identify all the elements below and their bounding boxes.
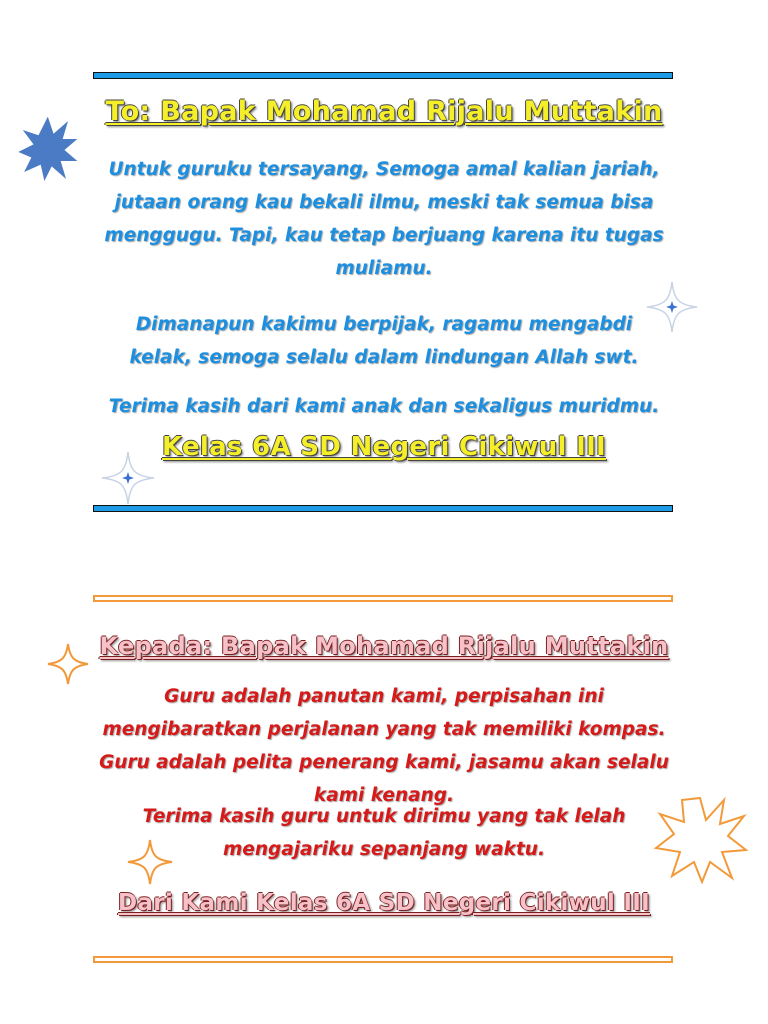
bottom-blue-divider [93, 505, 673, 512]
blue-card-paragraph-3: Terima kasih dari kami anak dan sekaligus muridmu. [108, 396, 660, 417]
blue-card-signature: Kelas 6A SD Negeri Cikiwul III [161, 432, 607, 462]
top-orange-divider [93, 595, 673, 602]
orange-card-signature: Dari Kami Kelas 6A SD Negeri Cikiwul III [118, 890, 650, 916]
blue-card-paragraph-2: Dimanapun kakimu berpijak, ragamu mengabdi kelak, semoga selalu dalam lindungan Allah swt. [129, 314, 639, 368]
sparkle-icon [645, 280, 699, 334]
blue-card-title: To: Bapak Mohamad Rijalu Muttakin [105, 96, 663, 127]
orange-card-title: Kepada: Bapak Mohamad Rijalu Muttakin [99, 632, 669, 660]
sparkle-icon [100, 450, 156, 506]
bottom-orange-divider [93, 956, 673, 963]
blue-card-paragraph-1: Untuk guruku tersayang, Semoga amal kalian jariah, jutaan orang kau bekali ilmu, meski tak semua bisa menggugu. Tapi, kau tetap berjuang karena itu tugas muliamu. [104, 159, 664, 279]
orange-sparkle-icon [126, 838, 174, 886]
top-blue-divider [93, 72, 673, 79]
orange-starburst-icon [652, 794, 748, 884]
orange-sparkle-icon [46, 642, 90, 686]
orange-card-paragraph-2: Terima kasih guru untuk dirimu yang tak lelah mengajariku sepanjang waktu. [142, 806, 626, 860]
orange-card-paragraph-1: Guru adalah panutan kami, perpisahan ini mengibaratkan perjalanan yang tak memiliki kompas. Guru adalah pelita penerang kami, jasamu akan selalu kami kenang. [99, 686, 669, 806]
